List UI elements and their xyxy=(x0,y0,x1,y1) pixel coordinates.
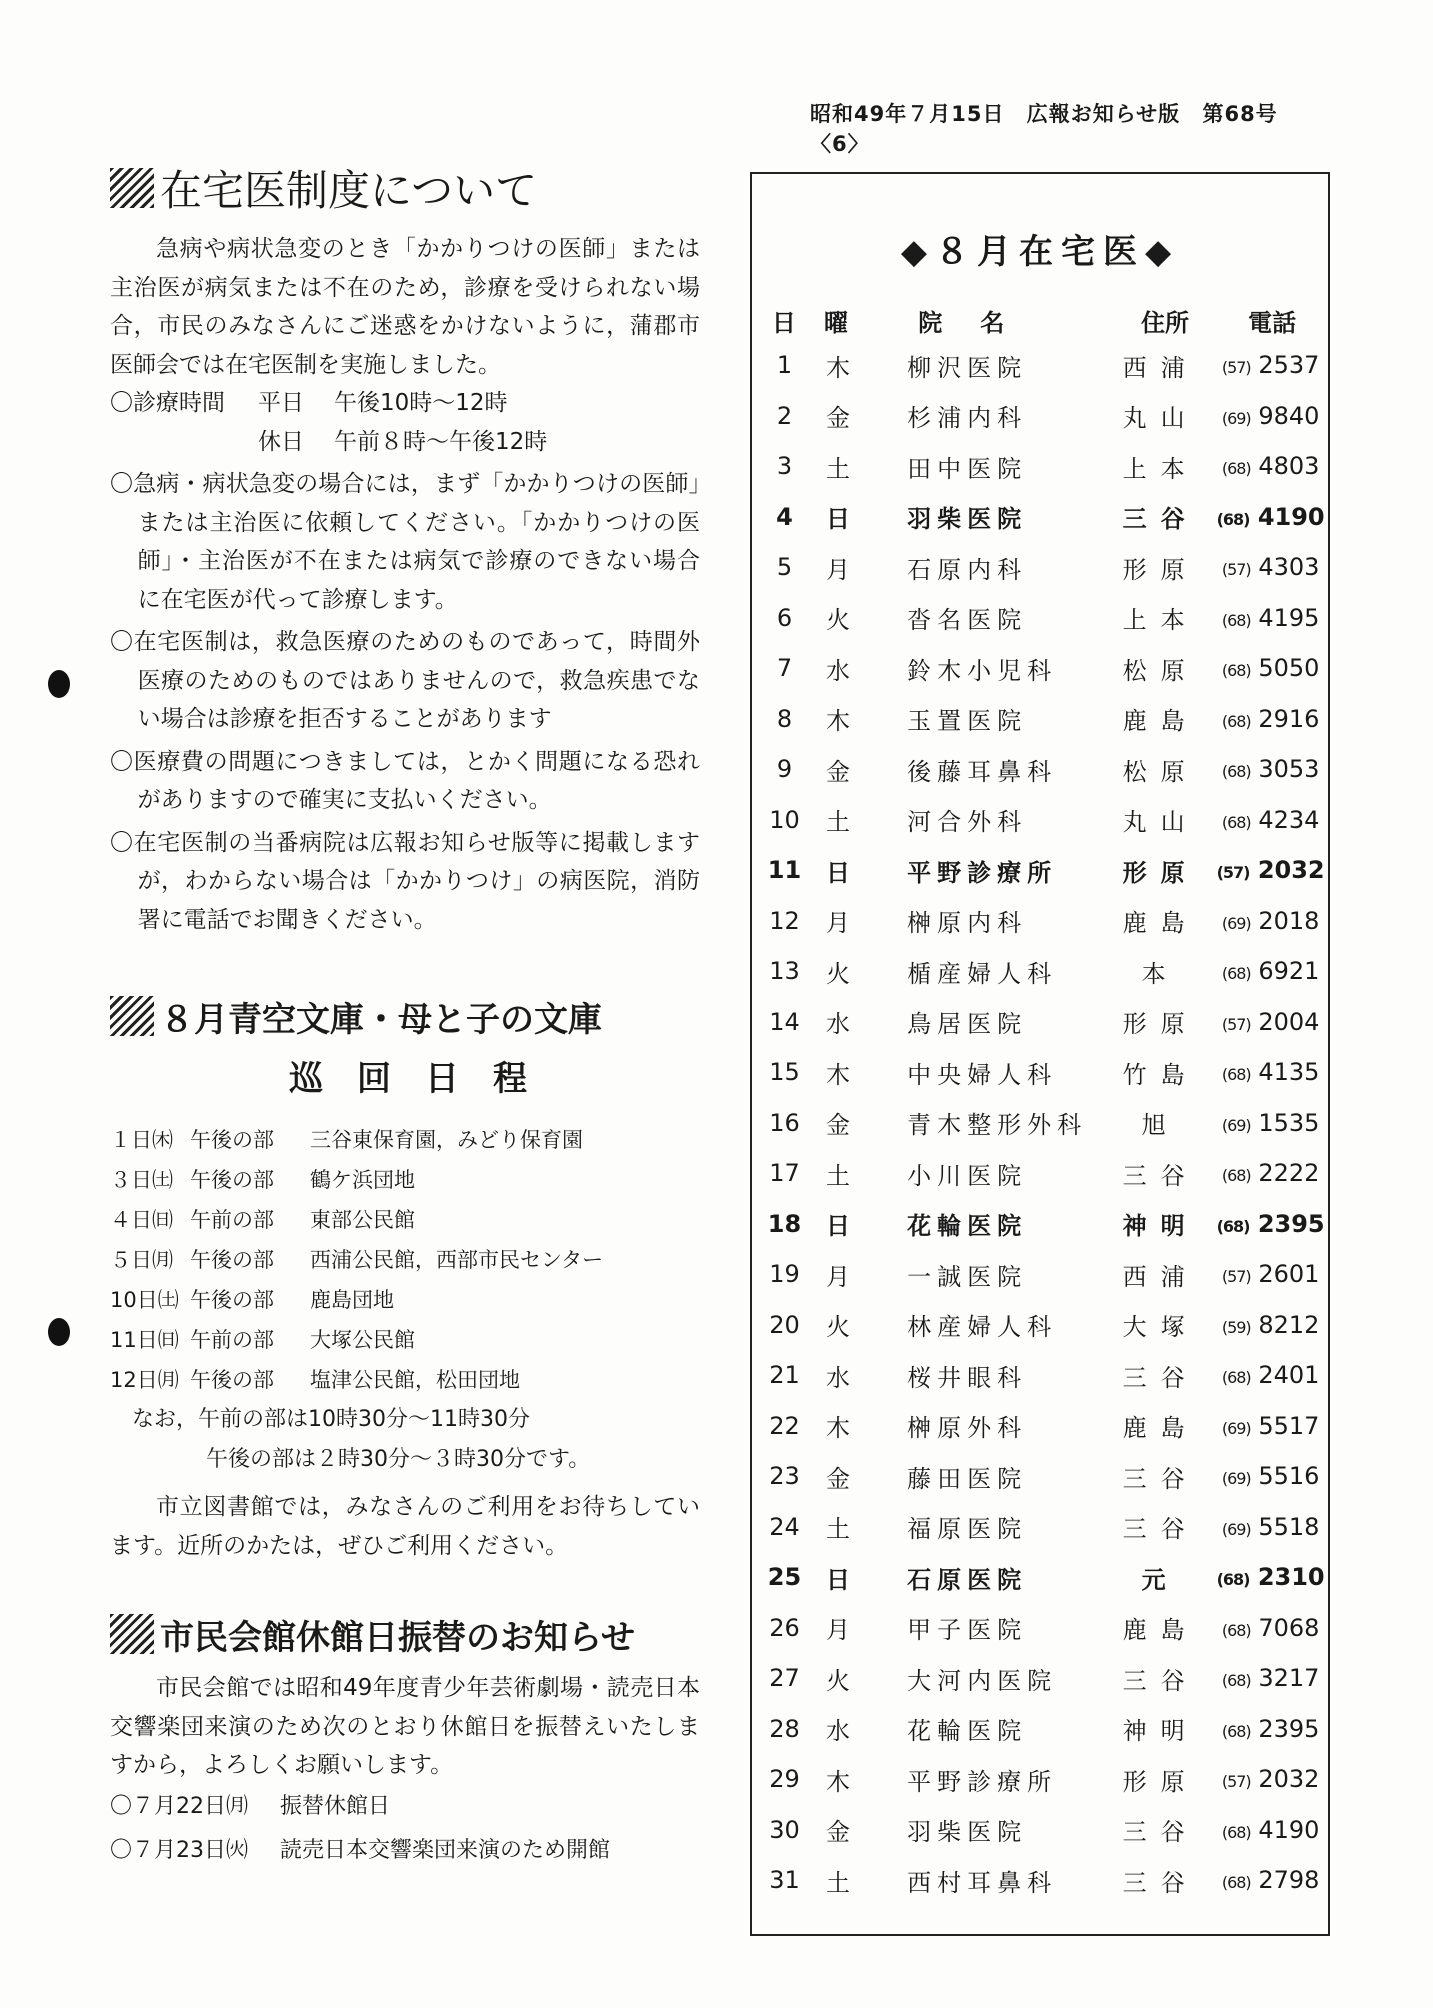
weekday-cell: 水 xyxy=(826,1363,851,1392)
phone-cell xyxy=(1213,1058,1328,1086)
phone-exchange: (68) xyxy=(1216,509,1250,529)
clinic-name-cell: 羽柴医院 xyxy=(907,505,1028,534)
roster-row xyxy=(752,1300,1328,1351)
page-header xyxy=(810,98,1330,158)
phone-exchange: (68) xyxy=(1221,964,1251,984)
punch-hole-mark xyxy=(48,1318,70,1346)
phone-cell xyxy=(1213,452,1328,480)
weekday-cell: 金 xyxy=(826,757,851,786)
section-title: 市民会館休館日振替のお知らせ xyxy=(110,1609,700,1659)
phone-number: 5517 xyxy=(1258,1411,1320,1440)
phone-cell xyxy=(1213,1008,1328,1036)
clinic-name-cell: 中央婦人科 xyxy=(907,1060,1058,1089)
day-cell: 5 xyxy=(776,553,793,582)
bullet-item: 〇在宅医制の当番病院は広報お知らせ版等に掲載しますが，わからない場合は「かかりつけ」の病医院，消防署に電話でお聞きください。 xyxy=(110,829,700,933)
address-cell: 三谷 xyxy=(1122,1818,1199,1847)
phone-cell xyxy=(1213,1664,1328,1692)
phone-exchange: (69) xyxy=(1221,913,1251,933)
address-cell: 西浦 xyxy=(1122,1262,1199,1291)
address-cell: 形原 xyxy=(1122,555,1199,584)
roster-row xyxy=(752,1249,1328,1300)
header-address: 住所 xyxy=(1141,308,1190,337)
phone-exchange: (68) xyxy=(1221,1620,1251,1640)
clinic-name-cell: 林産婦人科 xyxy=(907,1313,1058,1342)
roster-row xyxy=(752,492,1328,543)
phone-number: 2032 xyxy=(1258,1765,1320,1794)
schedule-row: 10日㈯ 午後の部 鹿島団地 xyxy=(110,1288,394,1312)
address-cell: 松原 xyxy=(1122,757,1199,786)
address-cell: 三谷 xyxy=(1122,1464,1199,1493)
clinic-name-cell: 鈴木小児科 xyxy=(907,656,1058,685)
day-cell: 17 xyxy=(769,1159,800,1188)
weekday-cell: 火 xyxy=(826,606,851,635)
issue-date: 昭和49年７月15日 xyxy=(810,102,1005,126)
weekday-cell: 木 xyxy=(826,353,851,382)
address-cell: 丸山 xyxy=(1122,808,1199,837)
clinic-name-cell: 藤田医院 xyxy=(907,1464,1028,1493)
address-cell: 鹿島 xyxy=(1122,1616,1199,1645)
weekday-cell: 火 xyxy=(826,959,851,988)
weekday-cell: 金 xyxy=(826,1111,851,1140)
phone-number: 5516 xyxy=(1258,1462,1320,1491)
phone-exchange: (68) xyxy=(1221,812,1251,832)
clinic-name-cell: 石原内科 xyxy=(907,555,1028,584)
address-cell: 形原 xyxy=(1122,1010,1199,1039)
day-cell: 14 xyxy=(769,1007,800,1036)
clinic-name-cell: 楯産婦人科 xyxy=(907,959,1058,988)
closure-item: 〇７月23日㈫ 読売日本交響楽団来演のため開館 xyxy=(110,1837,611,1863)
day-cell: 4 xyxy=(776,502,793,531)
roster-row xyxy=(752,1855,1328,1906)
address-cell: 竹島 xyxy=(1122,1060,1199,1089)
section-intro: 急病や病状急変のとき「かかりつけの医師」または主治医が病気または不在のため，診療を受けられない場合，市民のみなさんにご迷惑をかけないように，蒲郡市医師会では在宅医制を実施しました。 xyxy=(110,236,700,378)
roster-row xyxy=(752,845,1328,896)
roster-row xyxy=(752,1704,1328,1755)
hours-row xyxy=(110,384,700,423)
phone-exchange: (68) xyxy=(1221,1721,1251,1741)
phone-cell xyxy=(1213,1513,1328,1541)
clinic-name-cell: 平野診療所 xyxy=(907,1767,1058,1796)
phone-exchange: (59) xyxy=(1221,1317,1251,1337)
phone-number: 2537 xyxy=(1258,351,1320,380)
phone-number: 2798 xyxy=(1258,1866,1320,1895)
phone-cell xyxy=(1213,1816,1328,1844)
clinic-name-cell: 福原医院 xyxy=(907,1515,1028,1544)
phone-cell xyxy=(1213,402,1328,430)
phone-cell xyxy=(1213,351,1328,379)
day-cell: 6 xyxy=(776,603,793,632)
phone-exchange: (57) xyxy=(1221,1014,1251,1034)
weekday-cell: 金 xyxy=(826,404,851,433)
roster-row xyxy=(752,1805,1328,1856)
phone-cell xyxy=(1213,856,1328,884)
roster-row xyxy=(752,1350,1328,1401)
weekday-cell: 木 xyxy=(826,1767,851,1796)
day-cell: 30 xyxy=(769,1815,800,1844)
phone-number: 4190 xyxy=(1257,502,1325,531)
clinic-name-cell: 石原医院 xyxy=(907,1565,1028,1594)
address-cell: 三谷 xyxy=(1122,1161,1199,1190)
phone-number: 4135 xyxy=(1258,1058,1320,1087)
phone-cell xyxy=(1213,1260,1328,1288)
header-weekday: 曜 xyxy=(824,308,849,337)
phone-number: 4303 xyxy=(1258,553,1320,582)
page-number: 〈6〉 xyxy=(810,132,870,156)
phone-number: 8212 xyxy=(1258,1310,1320,1339)
doctor-roster-box xyxy=(750,172,1330,1936)
roster-row xyxy=(752,391,1328,442)
phone-number: 4803 xyxy=(1258,452,1320,481)
clinic-name-cell: 花輪医院 xyxy=(907,1717,1028,1746)
weekday-cell: 月 xyxy=(826,1262,851,1291)
address-cell: 形原 xyxy=(1122,1767,1199,1796)
roster-row xyxy=(752,542,1328,593)
phone-cell xyxy=(1213,806,1328,834)
day-cell: 22 xyxy=(769,1411,800,1440)
day-cell: 28 xyxy=(769,1714,800,1743)
phone-cell xyxy=(1213,1462,1328,1490)
weekday-cell: 土 xyxy=(826,1868,851,1897)
phone-cell xyxy=(1213,1159,1328,1187)
schedule-row: 11日㈰ 午前の部 大塚公民館 xyxy=(110,1328,415,1352)
phone-exchange: (68) xyxy=(1221,711,1251,731)
address-cell: 神明 xyxy=(1122,1212,1199,1241)
address-cell: 鹿島 xyxy=(1122,1414,1199,1443)
roster-row xyxy=(752,1098,1328,1149)
weekday-cell: 金 xyxy=(826,1818,851,1847)
day-cell: 23 xyxy=(769,1462,800,1491)
address-cell: 西浦 xyxy=(1122,353,1199,382)
weekday-cell: 火 xyxy=(826,1313,851,1342)
roster-row xyxy=(752,795,1328,846)
clinic-name-cell: 羽柴医院 xyxy=(907,1818,1028,1847)
weekday-label: 平日 xyxy=(258,390,304,416)
phone-exchange: (68) xyxy=(1221,1065,1251,1085)
hatch-icon xyxy=(110,1614,154,1654)
clinic-name-cell: 鳥居医院 xyxy=(907,1010,1028,1039)
phone-exchange: (68) xyxy=(1221,610,1251,630)
phone-cell xyxy=(1213,957,1328,985)
phone-cell xyxy=(1213,705,1328,733)
library-note: 市立図書館では，みなさんのご利用をお待ちしています。近所のかたは，ぜひご利用ください。 xyxy=(110,1494,700,1559)
phone-exchange: (68) xyxy=(1221,1873,1251,1893)
roster-row xyxy=(752,1148,1328,1199)
day-cell: 7 xyxy=(776,654,793,683)
address-cell: 形原 xyxy=(1122,858,1199,887)
phone-cell xyxy=(1213,1614,1328,1642)
day-cell: 29 xyxy=(769,1765,800,1794)
roster-body xyxy=(752,340,1328,1906)
address-cell: 鹿島 xyxy=(1122,909,1199,938)
clinic-name-cell: 桜井眼科 xyxy=(907,1363,1028,1392)
phone-exchange: (69) xyxy=(1221,1418,1251,1438)
phone-cell xyxy=(1213,1866,1328,1894)
day-cell: 15 xyxy=(769,1058,800,1087)
day-cell: 13 xyxy=(769,957,800,986)
punch-hole-mark xyxy=(48,670,70,698)
phone-number: 2916 xyxy=(1258,704,1320,733)
clinic-name-cell: 大河内医院 xyxy=(907,1666,1058,1695)
weekday-cell: 火 xyxy=(826,1666,851,1695)
clinic-name-cell: 平野診療所 xyxy=(907,858,1058,887)
roster-row xyxy=(752,1199,1328,1250)
phone-number: 6921 xyxy=(1258,957,1320,986)
phone-exchange: (68) xyxy=(1221,762,1251,782)
weekday-cell: 土 xyxy=(826,808,851,837)
address-cell: 上本 xyxy=(1122,454,1199,483)
section-subtitle: 巡回日程 xyxy=(289,1059,561,1099)
clinic-name-cell: 榊原外科 xyxy=(907,1414,1028,1443)
roster-row xyxy=(752,1603,1328,1654)
header-name: 院名 xyxy=(918,308,1043,337)
phone-exchange: (69) xyxy=(1221,1469,1251,1489)
section-title: 在宅医制度について xyxy=(110,160,700,216)
address-cell: 元 xyxy=(1141,1565,1180,1594)
weekday-time: 午後10時～12時 xyxy=(334,390,508,416)
weekday-cell: 日 xyxy=(826,1212,851,1241)
weekday-cell: 金 xyxy=(826,1464,851,1493)
hatch-icon xyxy=(110,996,154,1036)
weekday-cell: 土 xyxy=(826,1515,851,1544)
schedule-row: ５日㈪ 午後の部 西浦公民館，西部市民センター xyxy=(110,1248,604,1272)
section-title: ８月青空文庫・母と子の文庫 xyxy=(110,991,700,1041)
phone-exchange: (68) xyxy=(1216,1570,1250,1590)
phone-number: 4190 xyxy=(1258,1815,1320,1844)
phone-exchange: (57) xyxy=(1221,358,1251,378)
roster-row xyxy=(752,1047,1328,1098)
morning-hours-note: なお，午前の部は10時30分～11時30分 xyxy=(132,1407,530,1432)
weekday-cell: 日 xyxy=(826,858,851,887)
publication-name: 広報お知らせ版 xyxy=(1026,102,1181,126)
phone-cell xyxy=(1213,1715,1328,1743)
phone-number: 4195 xyxy=(1258,603,1320,632)
day-cell: 10 xyxy=(769,805,800,834)
clinic-name-cell: 花輪医院 xyxy=(907,1212,1028,1241)
phone-number: 4234 xyxy=(1258,805,1320,834)
day-cell: 12 xyxy=(769,906,800,935)
day-cell: 31 xyxy=(769,1866,800,1895)
phone-number: 2018 xyxy=(1258,906,1320,935)
phone-number: 5518 xyxy=(1258,1512,1320,1541)
weekday-cell: 月 xyxy=(826,909,851,938)
phone-exchange: (69) xyxy=(1221,1115,1251,1135)
header-phone: 電話 xyxy=(1248,308,1297,337)
schedule-row: ４日㈰ 午前の部 東部公民館 xyxy=(110,1208,415,1232)
clinic-name-cell: 西村耳鼻科 xyxy=(907,1868,1058,1897)
phone-exchange: (69) xyxy=(1221,408,1251,428)
weekday-cell: 日 xyxy=(826,505,851,534)
phone-number: 2395 xyxy=(1258,1714,1320,1743)
phone-cell xyxy=(1213,1109,1328,1137)
day-cell: 26 xyxy=(769,1613,800,1642)
roster-row xyxy=(752,946,1328,997)
phone-number: 5050 xyxy=(1258,654,1320,683)
roster-row xyxy=(752,1401,1328,1452)
address-cell: 三谷 xyxy=(1122,505,1199,534)
clinic-name-cell: 河合外科 xyxy=(907,808,1028,837)
day-cell: 21 xyxy=(769,1361,800,1390)
weekday-cell: 水 xyxy=(826,656,851,685)
phone-exchange: (57) xyxy=(1221,560,1251,580)
phone-exchange: (57) xyxy=(1221,1772,1251,1792)
roster-row xyxy=(752,896,1328,947)
clinic-name-cell: 青木整形外科 xyxy=(907,1111,1088,1140)
weekday-cell: 水 xyxy=(826,1717,851,1746)
hours-row xyxy=(110,423,700,462)
bullet-item: 〇在宅医制は，救急医療のためのものであって，時間外医療のためのものではありませんので，救急疾患でない場合は診療を拒否することがあります xyxy=(110,629,700,732)
phone-number: 1535 xyxy=(1258,1108,1320,1137)
weekday-cell: 日 xyxy=(826,1565,851,1594)
phone-number: 2004 xyxy=(1258,1007,1320,1036)
day-cell: 2 xyxy=(776,401,793,430)
roster-row xyxy=(752,1754,1328,1805)
day-cell: 25 xyxy=(767,1563,802,1592)
day-cell: 24 xyxy=(769,1512,800,1541)
clinic-name-cell: 柳沢医院 xyxy=(907,353,1028,382)
bullet-item: 〇医療費の問題につきましては，とかく問題になる恐れがありますので確実に支払いください。 xyxy=(110,748,700,813)
roster-row xyxy=(752,997,1328,1048)
schedule-row: ３日㈯ 午後の部 鶴ケ浜団地 xyxy=(110,1168,415,1192)
address-cell: 本 xyxy=(1141,959,1180,988)
weekday-cell: 木 xyxy=(826,1060,851,1089)
afternoon-hours-note: 午後の部は２時30分～３時30分です。 xyxy=(206,1447,591,1472)
day-cell: 8 xyxy=(776,704,793,733)
clinic-name-cell: 沓名医院 xyxy=(907,606,1028,635)
weekday-cell: 月 xyxy=(826,555,851,584)
address-cell: 大塚 xyxy=(1122,1313,1199,1342)
phone-cell xyxy=(1213,1311,1328,1339)
phone-cell xyxy=(1213,907,1328,935)
phone-cell xyxy=(1213,654,1328,682)
clinic-name-cell: 小川医院 xyxy=(907,1161,1028,1190)
roster-row xyxy=(752,643,1328,694)
phone-cell xyxy=(1213,1412,1328,1440)
roster-row xyxy=(752,1502,1328,1553)
address-cell: 旭 xyxy=(1141,1111,1180,1140)
day-cell: 20 xyxy=(769,1310,800,1339)
address-cell: 鹿島 xyxy=(1122,707,1199,736)
phone-exchange: (68) xyxy=(1221,1166,1251,1186)
schedule-row: 12日㈪ 午後の部 塩津公民館，松田団地 xyxy=(110,1368,520,1392)
phone-cell xyxy=(1213,1563,1328,1591)
roster-row xyxy=(752,1451,1328,1502)
phone-cell xyxy=(1213,553,1328,581)
phone-cell xyxy=(1213,755,1328,783)
phone-number: 2310 xyxy=(1257,1563,1325,1592)
clinic-name-cell: 玉置医院 xyxy=(907,707,1028,736)
holiday-time: 午前８時～午後12時 xyxy=(334,428,548,455)
hours-label: 〇診療時間 xyxy=(110,390,225,416)
phone-cell xyxy=(1213,1210,1328,1238)
day-cell: 11 xyxy=(767,856,802,885)
phone-exchange: (68) xyxy=(1221,1822,1251,1842)
header-day: 日 xyxy=(771,308,796,337)
day-cell: 16 xyxy=(769,1108,800,1137)
roster-row xyxy=(752,593,1328,644)
phone-cell xyxy=(1213,1361,1328,1389)
closure-item: 〇７月22日㈪ 振替休館日 xyxy=(110,1793,391,1819)
roster-row xyxy=(752,1653,1328,1704)
address-cell: 神明 xyxy=(1122,1717,1199,1746)
day-cell: 19 xyxy=(769,1260,800,1289)
phone-exchange: (57) xyxy=(1216,863,1250,883)
hatch-icon xyxy=(110,168,154,208)
address-cell: 三谷 xyxy=(1122,1363,1199,1392)
weekday-cell: 木 xyxy=(826,1414,851,1443)
phone-number: 2601 xyxy=(1258,1260,1320,1289)
phone-cell xyxy=(1213,503,1328,531)
holiday-label: 休日 xyxy=(258,428,304,455)
phone-exchange: (68) xyxy=(1216,1216,1250,1236)
phone-number: 2032 xyxy=(1257,856,1325,885)
phone-exchange: (68) xyxy=(1221,1671,1251,1691)
phone-exchange: (57) xyxy=(1221,1267,1251,1287)
weekday-cell: 土 xyxy=(826,1161,851,1190)
roster-row xyxy=(752,744,1328,795)
day-cell: 3 xyxy=(776,452,793,481)
day-cell: 18 xyxy=(767,1209,802,1238)
phone-number: 2395 xyxy=(1257,1209,1325,1238)
schedule-row: １日㈭ 午後の部 三谷東保育園，みどり保育園 xyxy=(110,1128,583,1152)
phone-cell xyxy=(1213,1765,1328,1793)
weekday-cell: 水 xyxy=(826,1010,851,1039)
issue-number: 第68号 xyxy=(1202,102,1278,126)
address-cell: 上本 xyxy=(1122,606,1199,635)
roster-row xyxy=(752,694,1328,745)
address-cell: 丸山 xyxy=(1122,404,1199,433)
phone-exchange: (68) xyxy=(1221,459,1251,479)
day-cell: 1 xyxy=(776,351,793,380)
roster-row xyxy=(752,340,1328,391)
address-cell: 三谷 xyxy=(1122,1515,1199,1544)
phone-exchange: (68) xyxy=(1221,661,1251,681)
clinic-name-cell: 榊原内科 xyxy=(907,909,1028,938)
address-cell: 三谷 xyxy=(1122,1868,1199,1897)
roster-row xyxy=(752,1552,1328,1603)
phone-cell xyxy=(1213,604,1328,632)
address-cell: 三谷 xyxy=(1122,1666,1199,1695)
weekday-cell: 土 xyxy=(826,454,851,483)
bullet-item: 〇急病・病状急変の場合には，まず「かかりつけの医師」または主治医に依頼してください。「かかりつけの医師」・主治医が不在または病気で診療のできない場合に在宅医が代って診療します。 xyxy=(110,471,700,613)
weekday-cell: 木 xyxy=(826,707,851,736)
roster-row xyxy=(752,441,1328,492)
clinic-name-cell: 甲子医院 xyxy=(907,1616,1028,1645)
section-body: 市民会館では昭和49年度青少年芸術劇場・読売日本交響楽団来演のため次のとおり休館日を振替えいたしますから，よろしくお願いします。 xyxy=(110,1675,700,1778)
phone-number: 2222 xyxy=(1258,1159,1320,1188)
day-cell: 9 xyxy=(776,755,793,784)
roster-title: ◆８月在宅医◆ xyxy=(900,232,1180,272)
phone-number: 3053 xyxy=(1258,755,1320,784)
clinic-name-cell: 杉浦内科 xyxy=(907,404,1028,433)
phone-number: 2401 xyxy=(1258,1361,1320,1390)
address-cell: 松原 xyxy=(1122,656,1199,685)
weekday-cell: 月 xyxy=(826,1616,851,1645)
phone-number: 3217 xyxy=(1258,1664,1320,1693)
clinic-name-cell: 後藤耳鼻科 xyxy=(907,757,1058,786)
day-cell: 27 xyxy=(769,1664,800,1693)
phone-number: 7068 xyxy=(1258,1613,1320,1642)
clinic-name-cell: 一誠医院 xyxy=(907,1262,1028,1291)
phone-exchange: (69) xyxy=(1221,1519,1251,1539)
left-column xyxy=(110,160,700,1873)
clinic-name-cell: 田中医院 xyxy=(907,454,1028,483)
roster-header-row xyxy=(752,300,1328,340)
phone-exchange: (68) xyxy=(1221,1368,1251,1388)
phone-number: 9840 xyxy=(1258,401,1320,430)
